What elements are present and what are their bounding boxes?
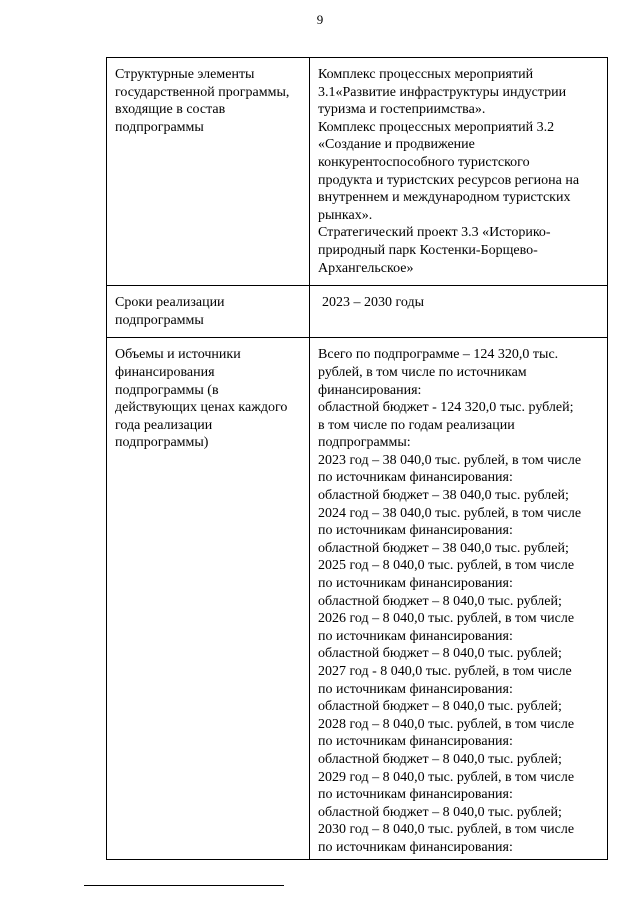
- value-line: Всего по подпрограмме – 124 320,0 тыс.: [318, 347, 559, 363]
- value-line: по источникам финансирования:: [318, 628, 513, 644]
- value-line: по источникам финансирования:: [318, 576, 513, 592]
- value-line: областной бюджет – 8 040,0 тыс. рублей;: [318, 646, 562, 662]
- value-line: 2023 – 2030 годы: [322, 295, 425, 311]
- footnote-separator-line: [84, 885, 284, 886]
- value-line: Комплекс процессных мероприятий 3.2: [318, 119, 555, 135]
- value-line: 2030 год – 8 040,0 тыс. рублей, в том числе: [318, 822, 575, 838]
- structural-elements-value: [310, 58, 608, 286]
- value-line: областной бюджет – 38 040,0 тыс. рублей;: [318, 488, 569, 504]
- label-line: подпрограммы (в: [115, 382, 219, 398]
- label-line: входящие в состав: [115, 102, 226, 118]
- value-line: 2026 год – 8 040,0 тыс. рублей, в том числе: [318, 611, 575, 627]
- label-line: подпрограммы): [115, 435, 209, 451]
- value-line: в том числе по годам реализации: [318, 417, 515, 433]
- value-line: 2029 год – 8 040,0 тыс. рублей, в том числе: [318, 769, 575, 785]
- value-line: областной бюджет – 8 040,0 тыс. рублей;: [318, 699, 562, 715]
- value-line: по источникам финансирования:: [318, 839, 513, 855]
- implementation-period-value: [310, 286, 608, 338]
- label-line: Сроки реализации: [115, 295, 225, 311]
- value-line: природный парк Костенки-Борщево-: [318, 242, 538, 258]
- value-line: Архангельское»: [318, 260, 414, 276]
- label-line: Объемы и источники: [115, 347, 241, 363]
- value-line: областной бюджет – 8 040,0 тыс. рублей;: [318, 751, 562, 767]
- label-line: государственной программы,: [115, 84, 290, 100]
- label-line: Структурные элементы: [115, 67, 255, 82]
- value-line: 2023 год – 38 040,0 тыс. рублей, в том числе: [318, 452, 582, 468]
- value-line: внутреннем и международном туристских: [318, 190, 571, 206]
- value-line: по источникам финансирования:: [318, 787, 513, 803]
- value-line: по источникам финансирования:: [318, 734, 513, 750]
- label-line: подпрограммы: [115, 119, 204, 135]
- value-line: «Создание и продвижение: [318, 137, 475, 153]
- value-line: областной бюджет - 124 320,0 тыс. рублей;: [318, 400, 574, 416]
- value-line: 3.1«Развитие инфраструктуры индустрии: [318, 84, 567, 100]
- label-line: действующих ценах каждого: [115, 400, 288, 416]
- value-line: областной бюджет – 38 040,0 тыс. рублей;: [318, 540, 569, 556]
- value-line: областной бюджет – 8 040,0 тыс. рублей;: [318, 804, 562, 820]
- value-line: финансирования:: [318, 382, 422, 398]
- table-row-implementation-period: [107, 286, 608, 338]
- value-line: Стратегический проект 3.3 «Историко-: [318, 225, 551, 241]
- table-row-financing: [107, 338, 608, 859]
- value-line: по источникам финансирования:: [318, 470, 513, 486]
- value-line: продукта и туристских ресурсов региона на: [318, 172, 580, 188]
- label-line: подпрограммы: [115, 312, 204, 328]
- value-line: 2024 год – 38 040,0 тыс. рублей, в том числе: [318, 505, 582, 521]
- page-number: 9: [316, 12, 324, 27]
- value-line: подпрограммы:: [318, 435, 411, 451]
- subprogram-passport-table: [106, 57, 608, 860]
- value-line: областной бюджет – 8 040,0 тыс. рублей;: [318, 593, 562, 609]
- value-line: Комплекс процессных мероприятий: [318, 67, 534, 82]
- value-line: рублей, в том числе по источникам: [318, 364, 527, 380]
- value-line: 2027 год - 8 040,0 тыс. рублей, в том числе: [318, 664, 572, 679]
- structural-elements-label: [107, 58, 310, 286]
- value-line: по источникам финансирования:: [318, 681, 513, 697]
- value-line: 2028 год – 8 040,0 тыс. рублей, в том числе: [318, 716, 575, 732]
- value-line: конкурентоспособного туристского: [318, 154, 530, 170]
- financing-value: [310, 338, 608, 859]
- value-line: туризма и гостеприимства».: [318, 102, 486, 118]
- value-line: по источникам финансирования:: [318, 523, 513, 539]
- value-line: 2025 год – 8 040,0 тыс. рублей, в том числе: [318, 558, 575, 574]
- financing-label: [107, 338, 310, 859]
- table-row-structural-elements: [107, 58, 608, 286]
- label-line: финансирования: [115, 364, 215, 380]
- label-line: года реализации: [115, 417, 213, 433]
- value-line: рынках».: [318, 207, 373, 223]
- implementation-period-label: [107, 286, 310, 338]
